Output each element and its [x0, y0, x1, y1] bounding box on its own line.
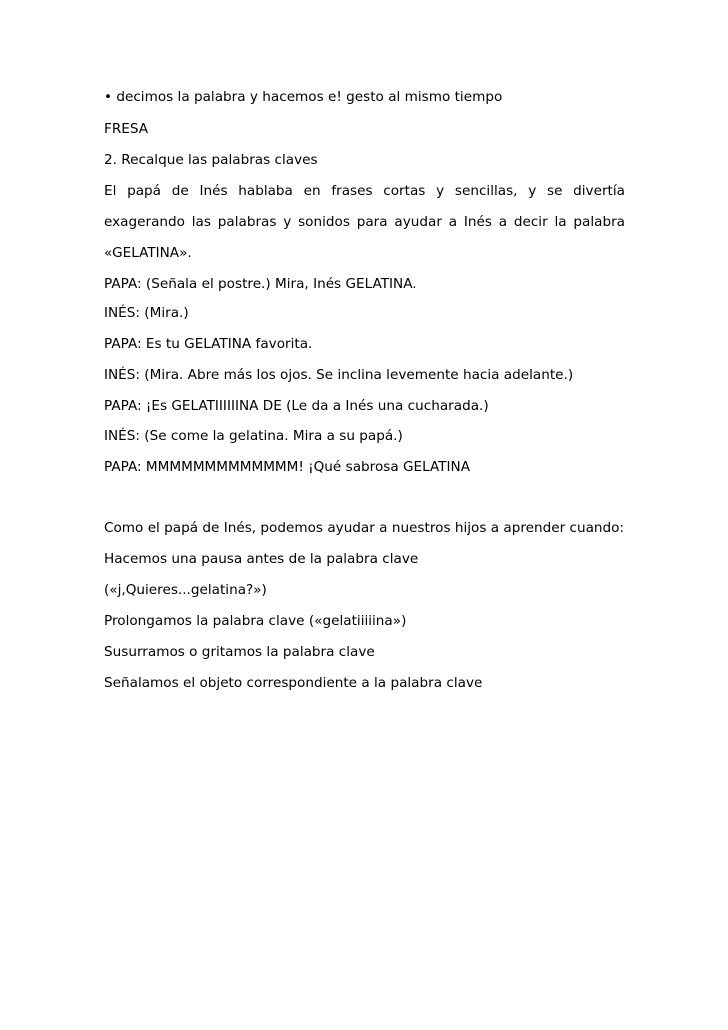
dialog-line: PAPA: ¡Es GELATIIIIIINA DE (Le da a Inés una cucharada.) — [104, 398, 489, 414]
dialog-line: PAPA: MMMMMMMMMMMMM! ¡Qué sabrosa GELATINA — [104, 459, 471, 475]
tip-line: Hacemos una pausa antes de la palabra clave — [104, 551, 419, 567]
dialog-line: PAPA: (Señala el postre.) Mira, Inés GELATINA. — [104, 276, 417, 292]
dialog-line: PAPA: Es tu GELATINA favorita. — [104, 336, 313, 352]
intro-line: Como el papá de Inés, podemos ayudar a nuestros hijos a aprender cuando: — [104, 520, 625, 536]
step-heading: 2. Recalque las palabras claves — [104, 152, 318, 168]
paragraph-line-3: «GELATINA». — [104, 245, 192, 261]
word-fresa: FRESA — [104, 121, 149, 137]
bullet-line: • decimos la palabra y hacemos e! gesto al mismo tiempo — [104, 89, 503, 105]
tip-line: Prolongamos la palabra clave («gelatiiiiina») — [104, 613, 407, 629]
tip-line: Señalamos el objeto correspondiente a la palabra clave — [104, 675, 483, 691]
tip-example-line: («j,Quieres...gelatina?») — [104, 582, 267, 598]
tip-line: Susurramos o gritamos la palabra clave — [104, 644, 375, 660]
dialog-line: INÉS: (Mira.) — [104, 305, 189, 321]
paragraph-line-1: El papá de Inés hablaba en frases cortas y sencillas, y se divertía — [104, 183, 625, 199]
paragraph-line-2: exagerando las palabras y sonidos para ayudar a Inés a decir la palabra — [104, 214, 625, 230]
dialog-line: INÉS: (Se come la gelatina. Mira a su papá.) — [104, 428, 403, 444]
dialog-line: INÉS: (Mira. Abre más los ojos. Se inclina levemente hacia adelante.) — [104, 367, 574, 383]
